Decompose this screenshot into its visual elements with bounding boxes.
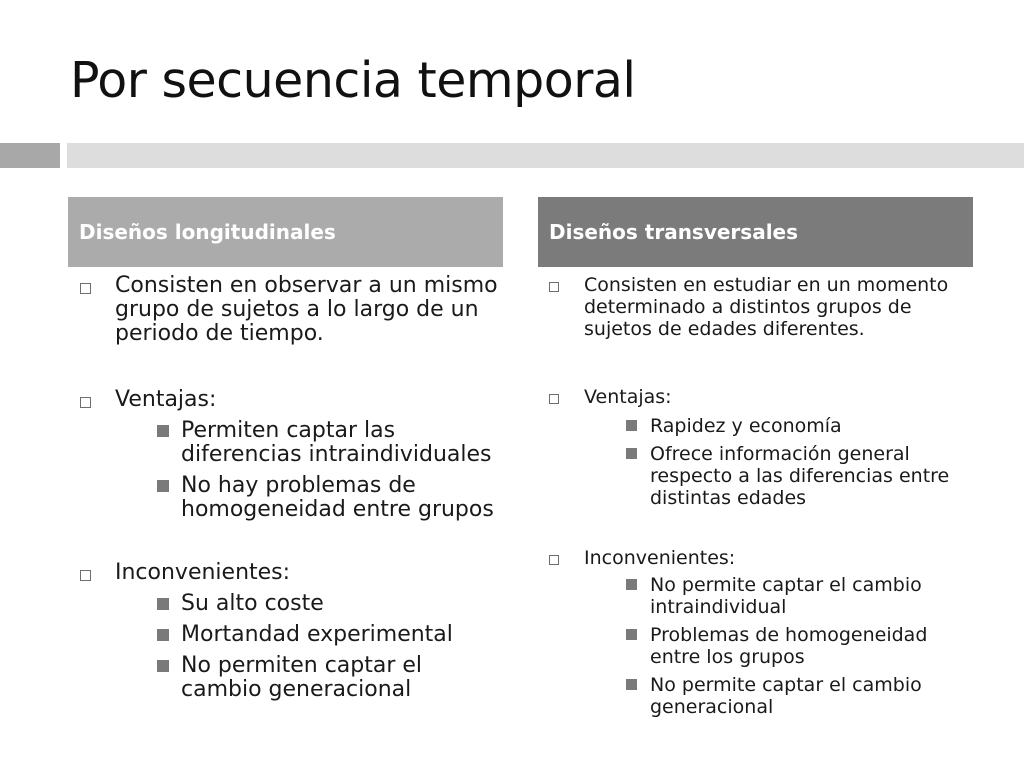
bullet-row (549, 386, 979, 408)
bullet-text: Inconvenientes: (115, 560, 291, 585)
sub-bullet-row (157, 419, 505, 467)
decorative-band-dark (0, 143, 60, 168)
bullet-text: Consisten en observar a un mismo grupo de sujetos a lo largo de un periodo de tiempo. (115, 273, 498, 346)
sub-bullet-text: Problemas de homogeneidad entre los grupos (650, 624, 928, 668)
bullet-row (80, 274, 505, 346)
sub-list (80, 419, 505, 522)
sub-bullet-row (157, 592, 505, 616)
bullet-row (549, 274, 979, 340)
bullet-row (549, 547, 979, 569)
square-bullet-icon (157, 425, 169, 437)
list-item (549, 274, 979, 340)
sub-bullet-text: No permite captar el cambio intraindividual (650, 574, 922, 618)
box-bullet-icon (549, 394, 559, 404)
bullet-text: Inconvenientes: (584, 547, 736, 569)
square-bullet-icon (626, 629, 637, 640)
decorative-band-light (67, 143, 1024, 168)
box-bullet-icon (549, 282, 559, 292)
box-bullet-icon (549, 555, 559, 565)
square-bullet-icon (157, 480, 169, 492)
sub-bullet-row (626, 415, 979, 437)
sub-bullet-row (157, 623, 505, 647)
column-longitudinal (80, 274, 505, 709)
square-bullet-icon (626, 679, 637, 690)
list-item (80, 274, 505, 346)
box-bullet-icon (80, 283, 91, 294)
list-item (80, 388, 505, 522)
sub-list (549, 574, 979, 718)
square-bullet-icon (626, 448, 637, 459)
list-item (549, 547, 979, 718)
sub-bullet-row (157, 654, 505, 702)
sub-bullet-row (626, 574, 979, 618)
sub-bullet-row (626, 443, 979, 509)
list-item (80, 561, 505, 702)
box-bullet-icon (80, 397, 91, 408)
bullet-row (80, 388, 505, 412)
sub-bullet-text: No hay problemas de homogeneidad entre grupos (181, 473, 494, 522)
sub-bullet-row (626, 624, 979, 668)
slide-title: Por secuencia temporal (70, 52, 636, 109)
list-item (549, 386, 979, 509)
sub-bullet-row (626, 674, 979, 718)
column-transversal (549, 274, 979, 724)
square-bullet-icon (626, 420, 637, 431)
sub-bullet-text: Su alto coste (181, 591, 324, 616)
column-header-label: Diseños longitudinales (79, 220, 336, 244)
bullet-text: Consisten en estudiar en un momento determinado a distintos grupos de sujetos de edades diferentes. (584, 274, 949, 340)
square-bullet-icon (157, 598, 169, 610)
box-bullet-icon (80, 570, 91, 581)
sub-bullet-text: Permiten captar las diferencias intraindividuales (181, 418, 492, 467)
bullet-row (80, 561, 505, 585)
column-header-label: Diseños transversales (549, 220, 799, 244)
sub-bullet-text: Mortandad experimental (181, 622, 453, 647)
square-bullet-icon (157, 660, 169, 672)
square-bullet-icon (157, 629, 169, 641)
sub-bullet-row (157, 474, 505, 522)
sub-bullet-text: Ofrece información general respecto a las diferencias entre distintas edades (650, 443, 950, 509)
sub-bullet-text: No permite captar el cambio generacional (650, 674, 922, 718)
bullet-text: Ventajas: (115, 387, 217, 412)
sub-list (80, 592, 505, 702)
bullet-text: Ventajas: (584, 386, 672, 408)
column-header-longitudinal (68, 197, 503, 267)
sub-bullet-text: No permiten captar el cambio generacional (181, 653, 423, 702)
square-bullet-icon (626, 579, 637, 590)
column-header-transversal (538, 197, 973, 267)
sub-bullet-text: Rapidez y economía (650, 415, 842, 437)
sub-list (549, 415, 979, 509)
